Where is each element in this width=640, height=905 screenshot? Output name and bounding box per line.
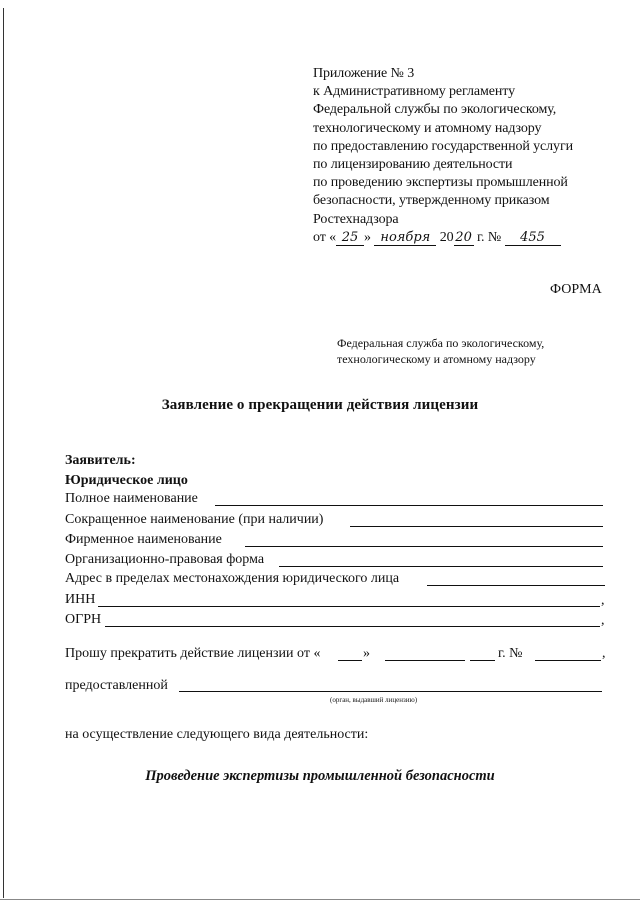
scan-edge-bottom: [0, 899, 640, 900]
license-request-line[interactable]: [65, 645, 610, 665]
entity-type-heading: Юридическое лицо: [65, 473, 188, 488]
issued-underline: [179, 691, 602, 692]
request-day-underline: [338, 660, 362, 661]
date-mid: »: [364, 229, 371, 245]
field-label: Адрес в пределах местонахождения юридического лица: [65, 571, 400, 586]
order-year: 20: [455, 229, 472, 245]
request-comma: ,: [602, 646, 606, 661]
field-underline: [215, 505, 603, 506]
field-comma: ,: [601, 593, 605, 608]
agency-line: технологическому и атомному надзору: [337, 351, 536, 366]
year-prefix: 20: [439, 229, 454, 245]
field-comma: ,: [601, 613, 605, 628]
brand-name-field[interactable]: [65, 532, 605, 551]
issuing-authority-field[interactable]: [65, 676, 610, 696]
field-label: ОГРН: [65, 612, 102, 627]
legal-form-field[interactable]: [65, 552, 605, 571]
appendix-line: безопасности, утвержденному приказом: [313, 193, 550, 209]
order-month: ноября: [374, 230, 436, 246]
order-day: 25: [336, 230, 364, 246]
field-label: Организационно-правовая форма: [65, 552, 265, 567]
appendix-line: Приложение № 3: [313, 66, 415, 81]
field-label: Полное наименование: [65, 491, 198, 506]
field-underline: [245, 546, 603, 547]
appendix-line: Ростехнадзора: [313, 211, 399, 227]
field-underline: [350, 526, 603, 527]
applicant-heading: Заявитель:: [65, 453, 136, 468]
appendix-block: [313, 65, 633, 247]
ogrn-field[interactable]: [65, 612, 610, 631]
document-title: Заявление о прекращении действия лицензии: [161, 397, 479, 413]
agency-line: Федеральная служба по экологическому,: [337, 336, 545, 350]
field-label: Сокращенное наименование (при наличии): [65, 512, 324, 527]
appendix-line: технологическому и атомному надзору: [313, 120, 542, 136]
request-close-quote: »: [363, 646, 370, 661]
field-label: ИНН: [65, 592, 96, 607]
appendix-line: по лицензированию деятельности: [313, 157, 513, 173]
request-year-underline: [470, 660, 495, 661]
activity-intro: на осуществление следующего вида деятельности:: [65, 727, 369, 742]
appendix-line: к Административному регламенту: [313, 84, 515, 100]
request-number-underline: [535, 660, 601, 661]
field-underline: [279, 566, 603, 567]
appendix-line: по проведению экспертизы промышленной: [313, 175, 568, 191]
short-name-field[interactable]: [65, 512, 605, 531]
issued-label: предоставленной: [65, 678, 168, 693]
address-field[interactable]: [65, 571, 607, 590]
order-date-line: [313, 229, 633, 247]
form-label: ФОРМА: [550, 282, 602, 297]
number-label: г. №: [476, 229, 502, 245]
inn-field[interactable]: [65, 592, 610, 611]
scan-edge-left: [3, 8, 4, 898]
request-year-label: г. №: [498, 646, 523, 661]
appendix-line: Федеральной службы по экологическому,: [313, 102, 557, 118]
field-underline: [427, 585, 605, 586]
request-text: Прошу прекратить действие лицензии от «: [65, 646, 321, 661]
order-number: 455: [505, 230, 561, 246]
request-month-underline: [385, 660, 465, 661]
issued-hint: (орган, выдавший лицензию): [330, 696, 418, 704]
activity-name: Проведение экспертизы промышленной безопасности: [145, 768, 495, 784]
field-underline: [98, 606, 600, 607]
field-underline: [105, 626, 600, 627]
date-prefix: от «: [313, 229, 337, 245]
agency-block: [337, 336, 544, 367]
appendix-line: по предоставлению государственной услуги: [313, 138, 573, 154]
full-name-field[interactable]: [65, 491, 605, 510]
field-label: Фирменное наименование: [65, 532, 222, 547]
